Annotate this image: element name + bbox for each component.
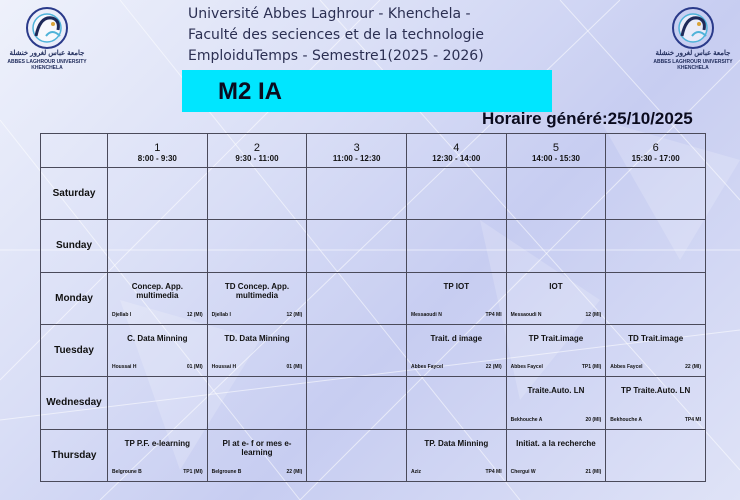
day-label: Sunday xyxy=(41,220,108,272)
slot-header xyxy=(506,134,606,168)
session-cell xyxy=(108,272,208,324)
day-row xyxy=(41,220,706,272)
faculty-name: Faculté des seciences et de la technologie xyxy=(188,27,485,43)
course-name: C. Data Minning xyxy=(127,333,188,343)
day-label: Wednesday xyxy=(41,377,108,429)
session-cell xyxy=(406,168,506,220)
room-label: 12 (MI) xyxy=(585,311,602,318)
day-label: Thursday xyxy=(41,429,108,481)
session-cell xyxy=(406,429,506,481)
slot-number: 5 xyxy=(552,142,560,154)
teacher-name: Abbes Faycel xyxy=(510,364,543,371)
logo-english-text: ABBES LAGHROUR UNIVERSITY KHENCHELA xyxy=(7,59,87,71)
teacher-name: Belgroune B xyxy=(211,469,242,475)
course-name: Concep. App. multimedia xyxy=(131,281,183,300)
room-label: 01 (MI) xyxy=(186,364,203,371)
teacher-name: Abbes Faycel xyxy=(610,364,643,371)
generated-date: Horaire généré:25/10/2025 xyxy=(482,109,693,128)
timetable-corner xyxy=(41,134,108,168)
room-label: 22 (MI) xyxy=(286,469,303,475)
room-label: 12 (MI) xyxy=(186,311,203,318)
session-cell xyxy=(606,220,706,272)
logo-arabic-text: جامعة عباس لغرور خنشلة xyxy=(655,50,731,57)
university-emblem-icon xyxy=(6,6,88,50)
session-cell xyxy=(108,220,208,272)
slot-header xyxy=(108,134,208,168)
session-cell xyxy=(506,220,606,272)
slot-header xyxy=(406,134,506,168)
timetable-body xyxy=(41,168,706,482)
course-name: Trait. d image xyxy=(430,333,483,343)
university-name: Université Abbes Laghrour - Khenchela - xyxy=(188,6,471,22)
day-row xyxy=(41,168,706,220)
course-name: Initiat. a la recherche xyxy=(516,438,596,448)
session-cell xyxy=(207,220,307,272)
teacher-name: Abbes Faycel xyxy=(410,364,444,371)
slot-number: 4 xyxy=(453,142,460,154)
room-label: TP4 MI xyxy=(485,311,502,318)
slot-time: 14:00 - 15:30 xyxy=(531,154,580,163)
day-label: Saturday xyxy=(41,168,108,220)
course-name: Traite.Auto. LN xyxy=(527,386,585,396)
session-cell xyxy=(606,377,706,429)
session-cell xyxy=(406,272,506,324)
session-cell xyxy=(108,429,208,481)
slot-time: 15:30 - 17:00 xyxy=(631,154,680,163)
teacher-name: Bekhouche A xyxy=(510,416,543,423)
session-cell xyxy=(606,429,706,481)
slot-header xyxy=(307,134,407,168)
slot-time: 11:00 - 12:30 xyxy=(332,154,381,163)
session-cell xyxy=(506,377,606,429)
session-cell xyxy=(606,272,706,324)
course-name: TP. Data Minning xyxy=(424,438,489,448)
course-name: IOT xyxy=(549,281,563,291)
teacher-name: Aziz xyxy=(410,469,421,475)
session-cell xyxy=(207,324,307,376)
session-cell xyxy=(207,377,307,429)
session-cell xyxy=(307,168,407,220)
room-label: 22 (MI) xyxy=(685,364,701,371)
session-cell xyxy=(307,220,407,272)
course-name: TD Trait.image xyxy=(628,333,684,343)
session-cell xyxy=(506,272,606,324)
session-cell xyxy=(108,324,208,376)
university-emblem-icon xyxy=(652,6,734,50)
group-title-box xyxy=(182,70,552,112)
timetable-header-row xyxy=(41,134,706,168)
course-name: TP Traite.Auto. LN xyxy=(621,386,691,396)
teacher-name: Bekhouche A xyxy=(610,416,643,423)
course-name: TP P.F. e-learning xyxy=(124,438,191,448)
session-cell xyxy=(606,168,706,220)
day-label: Tuesday xyxy=(41,324,108,376)
session-cell xyxy=(506,429,606,481)
session-cell xyxy=(406,220,506,272)
session-cell xyxy=(207,272,307,324)
room-label: 21 (MI) xyxy=(585,469,602,475)
session-cell xyxy=(406,377,506,429)
session-cell xyxy=(606,324,706,376)
schedule-semester: EmploiduTemps - Semestre1(2025 - 2026) xyxy=(188,48,484,64)
day-row xyxy=(41,272,706,324)
timetable xyxy=(40,133,706,482)
slot-number: 1 xyxy=(154,142,161,154)
session-cell xyxy=(207,429,307,481)
teacher-name: Belgroune B xyxy=(112,469,142,475)
day-row xyxy=(41,324,706,376)
room-label: 01 (MI) xyxy=(286,364,303,371)
room-label: TP4 MI xyxy=(684,416,701,423)
slot-header xyxy=(207,134,307,168)
slot-time: 9:30 - 11:00 xyxy=(235,154,279,163)
slot-time: 12:30 - 14:00 xyxy=(432,154,481,163)
room-label: TP1 (MI) xyxy=(581,364,602,371)
logo-english-text: ABBES LAGHROUR UNIVERSITY KHENCHELA xyxy=(653,59,733,71)
day-row xyxy=(41,377,706,429)
session-cell xyxy=(307,272,407,324)
course-name: TD. Data Minning xyxy=(224,333,290,343)
session-cell xyxy=(506,168,606,220)
course-name: Pl at e- f or mes e-learning xyxy=(222,438,292,457)
room-label: TP4 MI xyxy=(485,469,502,475)
course-name: TP IOT xyxy=(443,281,470,291)
university-logo-left xyxy=(6,6,88,71)
day-row xyxy=(41,429,706,481)
session-cell xyxy=(307,377,407,429)
teacher-name: Djellab I xyxy=(112,311,132,318)
room-label: 20 (MI) xyxy=(585,416,602,423)
session-cell xyxy=(307,324,407,376)
logo-arabic-text: جامعة عباس لغرور خنشلة xyxy=(9,50,85,57)
slot-header xyxy=(606,134,706,168)
university-logo-right xyxy=(652,6,734,71)
slot-number: 3 xyxy=(353,142,360,154)
course-name: TP Trait.image xyxy=(528,333,584,343)
slot-time: 8:00 - 9:30 xyxy=(137,154,177,163)
room-label: 12 (MI) xyxy=(286,311,303,318)
teacher-name: Houssai H xyxy=(211,364,237,371)
course-name: TD Concep. App. multimedia xyxy=(224,281,290,300)
slot-number: 6 xyxy=(652,142,659,154)
session-cell xyxy=(506,324,606,376)
room-label: TP1 (MI) xyxy=(183,469,203,475)
slot-number: 2 xyxy=(253,142,261,154)
group-title: M2 IA xyxy=(218,78,283,105)
teacher-name: Messaoudi N xyxy=(510,311,542,318)
room-label: 22 (MI) xyxy=(485,364,502,371)
day-label: Monday xyxy=(41,272,108,324)
session-cell xyxy=(207,168,307,220)
session-cell xyxy=(307,429,407,481)
teacher-name: Djellab I xyxy=(211,311,231,318)
session-cell xyxy=(406,324,506,376)
teacher-name: Houssai H xyxy=(112,364,137,371)
teacher-name: Messaoudi N xyxy=(410,311,442,318)
session-cell xyxy=(108,168,208,220)
teacher-name: Chergui W xyxy=(510,469,536,475)
session-cell xyxy=(108,377,208,429)
